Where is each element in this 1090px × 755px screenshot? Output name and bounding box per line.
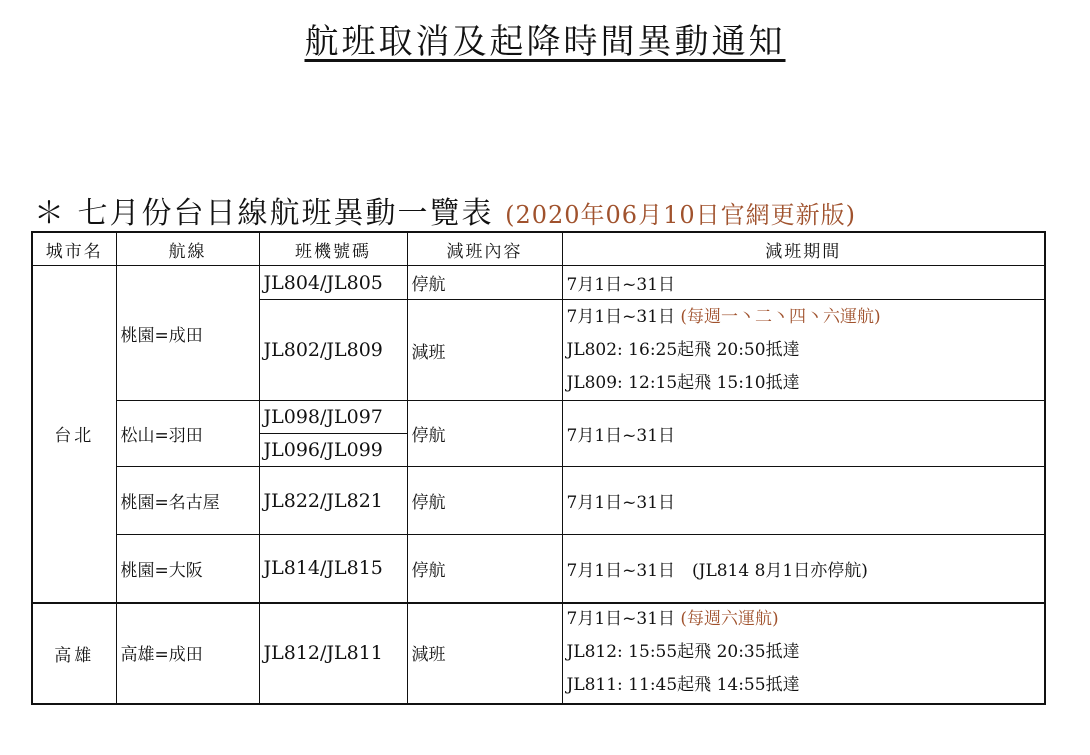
period-dates: 7月1日~31日 (566, 609, 676, 630)
period-cell (562, 300, 1045, 401)
flight-change-table (31, 231, 1046, 705)
flight-cell: JL802/JL809 (259, 300, 407, 401)
table-subtitle (34, 188, 856, 232)
flight-cell: JL822/JL821 (259, 467, 407, 535)
header-city: 城市名 (32, 232, 116, 266)
type-cell: 減班 (407, 300, 562, 401)
city-cell-kaohsiung: 高雄 (32, 603, 116, 704)
route-cell: 高雄=成田 (116, 603, 259, 704)
table-header-row (32, 232, 1045, 266)
page-title: 航班取消及起降時間異動通知 (304, 22, 786, 62)
route-cell: 松山=羽田 (116, 401, 259, 467)
schedule-line: JL812: 15:55起飛 20:35抵達 (566, 642, 800, 663)
table-row (32, 535, 1045, 603)
flight-cell: JL098/JL097 (259, 401, 407, 434)
type-cell: 停航 (407, 401, 562, 467)
period-dates: 7月1日~31日 (566, 306, 676, 327)
header-reduction-type: 減班內容 (407, 232, 562, 266)
flight-cell: JL814/JL815 (259, 535, 407, 603)
subtitle-update-note: (2020年06月10日官網更新版) (505, 201, 856, 229)
type-cell: 停航 (407, 266, 562, 300)
route-cell: 桃園=名古屋 (116, 467, 259, 535)
table-row (32, 603, 1045, 704)
route-cell: 桃園=成田 (116, 266, 259, 401)
type-cell: 停航 (407, 467, 562, 535)
type-cell: 停航 (407, 535, 562, 603)
period-cell: 7月1日~31日 (562, 401, 1045, 467)
schedule-line: JL811: 11:45起飛 14:55抵達 (566, 675, 800, 696)
period-cell (562, 603, 1045, 704)
schedule-line: JL802: 16:25起飛 20:50抵達 (566, 339, 800, 360)
flight-cell: JL096/JL099 (259, 434, 407, 467)
table-row (32, 401, 1045, 434)
period-cell: 7月1日~31日 (562, 467, 1045, 535)
table-row (32, 467, 1045, 535)
header-route: 航線 (116, 232, 259, 266)
table-row (32, 266, 1045, 300)
header-flight: 班機號碼 (259, 232, 407, 266)
type-cell: 減班 (407, 603, 562, 704)
flight-cell: JL804/JL805 (259, 266, 407, 300)
city-cell-taipei: 台北 (32, 266, 116, 603)
route-cell: 桃園=大阪 (116, 535, 259, 603)
header-reduction-period: 減班期間 (562, 232, 1045, 266)
operating-days: (每週六運航) (680, 609, 779, 630)
period-cell: 7月1日~31日 (562, 266, 1045, 300)
flight-cell: JL812/JL811 (259, 603, 407, 704)
schedule-line: JL809: 12:15起飛 15:10抵達 (566, 372, 800, 393)
subtitle-main: ＊ 七月份台日線航班異動一覽表 (34, 196, 494, 231)
period-cell: 7月1日~31日 (JL814 8月1日亦停航) (562, 535, 1045, 603)
operating-days: (每週一丶二丶四丶六運航) (680, 306, 881, 327)
